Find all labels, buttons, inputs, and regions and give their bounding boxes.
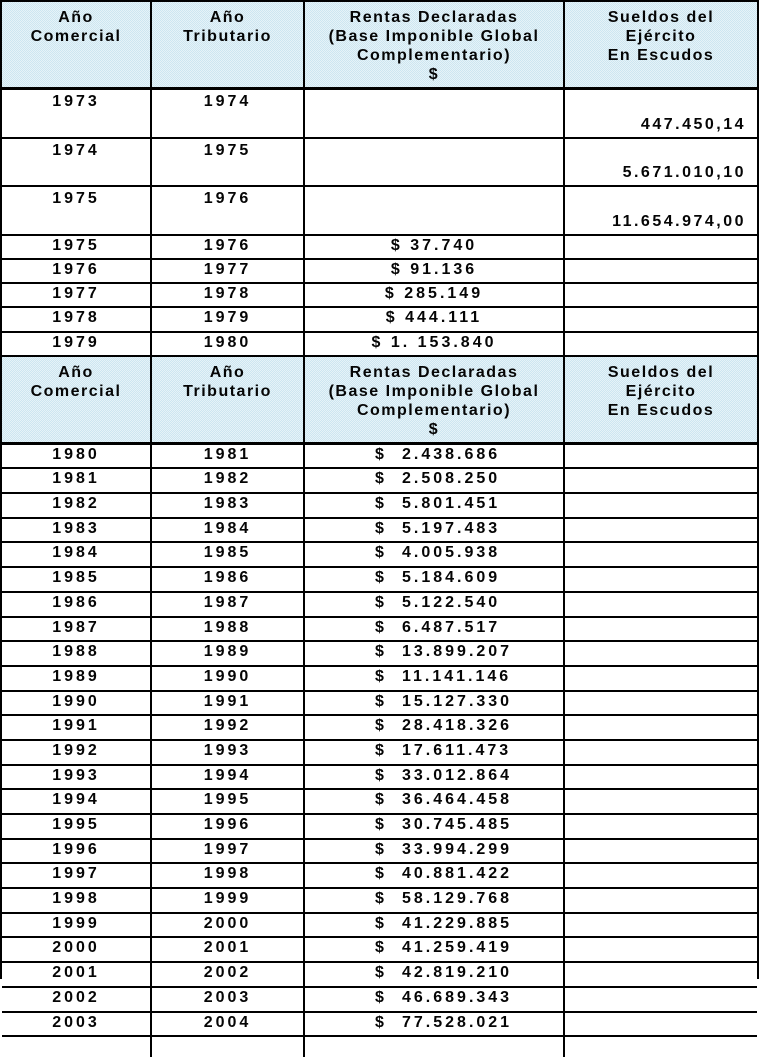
cell-rentas [305,568,565,591]
currency-symbol: $ [375,988,387,1006]
header-line: $ [428,66,440,83]
cell-ano-comercial: 1998 [2,889,152,912]
rentas-amount: 46.689.343 [402,988,513,1006]
table-row [2,815,757,840]
cell-ano-tributario: 1994 [152,766,305,789]
currency-symbol: $ [375,470,387,488]
table-row [2,333,757,357]
cell-sueldos [565,692,757,715]
rentas-value [305,914,563,935]
cell-ano-tributario: 1995 [152,790,305,813]
rentas-amount: 11.141.146 [402,667,512,685]
cell-rentas [305,864,565,887]
table-header-middle [2,357,757,445]
cell-ano-tributario: 1979 [152,308,305,330]
table-row [2,938,757,963]
cell-ano-tributario: 1999 [152,889,305,912]
cell-sueldos [565,260,757,282]
table-row [2,642,757,667]
currency-symbol: $ [375,791,387,809]
cell-ano-comercial: 1995 [2,815,152,838]
currency-symbol: $ [375,840,387,858]
cell-sueldos [565,568,757,591]
table-row [2,889,757,914]
cell-sueldos [565,139,757,186]
cell-rentas [305,741,565,764]
cell-sueldos [565,593,757,616]
cell-ano-comercial: 1978 [2,308,152,330]
table-row [2,236,757,260]
sueldos-amount: 5.671.010,10 [622,164,746,182]
cell-rentas [305,519,565,542]
cell-sueldos [565,1013,757,1036]
cell-ano-comercial: 1994 [2,790,152,813]
cell-ano-comercial: 1985 [2,568,152,591]
header-ano-tributario [152,357,305,442]
rentas-value [305,840,563,861]
table-row [2,469,757,494]
currency-symbol: $ [375,939,387,957]
cell-ano-tributario: 1990 [152,667,305,690]
rentas-value [305,593,563,614]
header-line: Ejército [625,382,697,400]
rentas-value [305,938,563,959]
cell-sueldos [565,308,757,330]
table-row [2,494,757,519]
cell-ano-comercial: 1976 [2,260,152,282]
cell-rentas [305,593,565,616]
rentas-value [305,766,563,787]
cell-rentas [305,642,565,665]
rentas-amount: 5.801.451 [402,495,501,513]
cell-sueldos [565,236,757,258]
sueldos-amount: 447.450,14 [640,115,746,133]
currency-symbol: $ [375,741,387,759]
cell-ano-comercial: 1996 [2,840,152,863]
cell-rentas [305,840,565,863]
cell-ano-comercial: 1992 [2,741,152,764]
cell-ano-comercial: 1989 [2,667,152,690]
rentas-value [305,642,563,663]
cell-ano-comercial: 1986 [2,593,152,616]
cell-sueldos [565,642,757,665]
header-line: Sueldos del [607,9,715,26]
sueldos-amount: 11.654.974,00 [612,212,746,230]
cell-ano-comercial: 1981 [2,469,152,492]
table-row [2,260,757,284]
currency-symbol: $ [375,667,387,685]
cell-ano-comercial: 1991 [2,716,152,739]
cell-ano-comercial: 1984 [2,543,152,566]
rentas-amount: 77.528.021 [402,1013,513,1031]
header-line: Año [209,363,246,381]
header-line: $ [428,420,440,438]
cell-rentas [305,469,565,492]
cell-rentas [305,187,565,234]
cell-ano-comercial: 1987 [2,618,152,641]
cell-sueldos [565,716,757,739]
rentas-amount: 42.819.210 [402,964,513,982]
cell-rentas [305,716,565,739]
cell-ano-comercial: 1982 [2,494,152,517]
rentas-amount: 5.122.540 [402,593,501,611]
rentas-amount: 28.418.326 [402,717,513,735]
header-line: En Escudos [607,401,715,419]
cell-ano-tributario: 1985 [152,543,305,566]
cell-ano-comercial: 1974 [2,139,152,186]
rentas-value [305,469,563,490]
table-row [2,543,757,568]
rentas-value [305,889,563,910]
table-row [2,667,757,692]
cell-ano-tributario: 1974 [152,90,305,137]
cell-rentas [305,667,565,690]
rentas-amount: 2.438.686 [402,445,501,463]
currency-symbol: $ [375,495,387,513]
currency-symbol: $ [375,865,387,883]
cell-ano-tributario: 1988 [152,618,305,641]
cell-sueldos [565,766,757,789]
cell-rentas [305,988,565,1011]
header-line: Complementario) [356,401,512,419]
cell-ano-comercial: 2001 [2,963,152,986]
cell-sueldos [565,1037,757,1057]
currency-symbol: $ [375,445,387,463]
table-row [2,284,757,308]
rentas-amount: 41.259.419 [402,939,513,957]
currency-symbol: $ [375,816,387,834]
header-ano-comercial [2,2,152,87]
cell-ano-tributario: 1992 [152,716,305,739]
table-row [2,741,757,766]
header-sueldos-ejercito [565,357,757,442]
rentas-value [305,494,563,515]
rentas-amount: 6.487.517 [402,618,501,636]
cell-rentas: $ 91.136 [305,260,565,282]
cell-rentas [305,543,565,566]
cell-rentas [305,766,565,789]
cell-ano-comercial: 1990 [2,692,152,715]
table-row [2,963,757,988]
header-line: Tributario [183,28,272,45]
cell-rentas: $ 1. 153.840 [305,333,565,355]
table-row [2,445,757,470]
header-ano-tributario [152,2,305,87]
cell-ano-comercial: 2002 [2,988,152,1011]
header-line: Sueldos del [607,363,715,381]
cell-ano-tributario: 1978 [152,284,305,306]
cell-sueldos [565,815,757,838]
cell-sueldos [565,543,757,566]
cell-ano-comercial: 2003 [2,1013,152,1036]
cell-ano-comercial: 2000 [2,938,152,961]
cell-ano-tributario: 1976 [152,236,305,258]
cell-ano-tributario: 1982 [152,469,305,492]
cell-ano-tributario [152,1037,305,1057]
cell-sueldos [565,889,757,912]
table-row [2,618,757,643]
cell-ano-comercial: 1988 [2,642,152,665]
rentas-value [305,790,563,811]
table-row [2,766,757,791]
cell-ano-tributario: 1986 [152,568,305,591]
table-row [2,139,757,188]
cell-sueldos [565,618,757,641]
rentas-amount: 30.745.485 [402,816,513,834]
currency-symbol: $ [375,593,387,611]
cell-ano-tributario: 1981 [152,445,305,468]
cell-rentas [305,445,565,468]
cell-ano-comercial [2,1037,152,1057]
rentas-amount: 41.229.885 [402,914,513,932]
cell-ano-comercial: 1975 [2,187,152,234]
table-row [2,308,757,332]
rentas-value [305,543,563,564]
cell-rentas [305,963,565,986]
rentas-amount: 40.881.422 [402,865,513,883]
cell-sueldos [565,333,757,355]
cell-sueldos [565,963,757,986]
cell-ano-tributario: 1984 [152,519,305,542]
table-row [2,840,757,865]
cell-ano-tributario: 1989 [152,642,305,665]
cell-ano-tributario: 2002 [152,963,305,986]
rentas-value [305,618,563,639]
table-row [2,716,757,741]
cell-rentas [305,790,565,813]
table-row [2,187,757,236]
header-line: Año [58,363,94,381]
currency-symbol: $ [375,890,387,908]
currency-symbol: $ [375,717,387,735]
rentas-amount: 33.012.864 [402,766,513,784]
table-row [2,1037,757,1057]
cell-rentas: $ 285.149 [305,284,565,306]
currency-symbol: $ [375,1013,387,1031]
header-line: Ejército [625,28,697,45]
header-line: Tributario [183,382,272,400]
rentas-amount: 36.464.458 [402,791,513,809]
rentas-value [305,864,563,885]
header-line: Comercial [30,28,122,45]
table-row [2,519,757,544]
cell-ano-comercial: 1979 [2,333,152,355]
cell-ano-comercial: 1983 [2,519,152,542]
header-sueldos-ejercito [565,2,757,87]
cell-rentas [305,938,565,961]
currency-symbol: $ [375,618,387,636]
cell-sueldos [565,494,757,517]
cell-ano-tributario: 2000 [152,914,305,937]
header-line: En Escudos [607,47,715,64]
header-rentas-declaradas [305,357,565,442]
cell-rentas [305,139,565,186]
header-rentas-declaradas [305,2,565,87]
rentas-value [305,445,563,466]
cell-ano-comercial: 1977 [2,284,152,306]
table-row [2,790,757,815]
cell-ano-comercial: 1973 [2,90,152,137]
rentas-amount: 2.508.250 [402,470,501,488]
header-line: Rentas Declaradas [349,363,519,381]
cell-rentas [305,90,565,137]
cell-ano-comercial: 1993 [2,766,152,789]
currency-symbol: $ [375,519,387,537]
cell-ano-tributario: 1996 [152,815,305,838]
cell-sueldos [565,914,757,937]
cell-sueldos [565,864,757,887]
cell-rentas [305,914,565,937]
rentas-amount: 58.129.768 [402,890,513,908]
cell-rentas [305,815,565,838]
rentas-value [305,1013,563,1034]
table-row [2,1013,757,1038]
cell-ano-tributario: 1977 [152,260,305,282]
cell-rentas: $ 37.740 [305,236,565,258]
cell-sueldos [565,519,757,542]
cell-ano-tributario: 2001 [152,938,305,961]
cell-ano-tributario: 1976 [152,187,305,234]
table-row [2,90,757,139]
rentas-amount: 17.611.473 [402,741,512,759]
header-line: Año [209,9,246,26]
rentas-amount: 33.994.299 [402,840,513,858]
table-row [2,988,757,1013]
cell-sueldos [565,90,757,137]
currency-symbol: $ [375,914,387,932]
currency-symbol: $ [375,569,387,587]
cell-rentas: $ 444.111 [305,308,565,330]
table-row [2,593,757,618]
cell-ano-comercial: 1999 [2,914,152,937]
cell-rentas [305,692,565,715]
rentas-value [305,519,563,540]
table-row [2,864,757,889]
cell-sueldos [565,187,757,234]
cell-ano-tributario: 1991 [152,692,305,715]
rentas-amount: 5.184.609 [402,569,501,587]
cell-ano-tributario: 1997 [152,840,305,863]
header-line: (Base Imponible Global [328,382,540,400]
rentas-value [305,692,563,713]
cell-ano-tributario: 1975 [152,139,305,186]
cell-sueldos [565,790,757,813]
table-row [2,568,757,593]
cell-ano-comercial: 1980 [2,445,152,468]
cell-rentas [305,1037,565,1057]
cell-sueldos [565,469,757,492]
cell-ano-comercial: 1975 [2,236,152,258]
header-ano-comercial [2,357,152,442]
rentas-value [305,988,563,1009]
currency-symbol: $ [375,643,387,661]
cell-sueldos [565,938,757,961]
rentas-value [305,716,563,737]
header-line: Comercial [30,382,122,400]
cell-rentas [305,889,565,912]
cell-sueldos [565,741,757,764]
section-1973-1979 [2,90,757,357]
rentas-value [305,568,563,589]
cell-ano-tributario: 1980 [152,333,305,355]
cell-ano-tributario: 1993 [152,741,305,764]
cell-sueldos [565,988,757,1011]
header-line: Complementario) [356,47,512,64]
cell-rentas [305,1013,565,1036]
table-header-top [2,2,757,90]
cell-ano-tributario: 2003 [152,988,305,1011]
rentas-amount: 13.899.207 [402,643,513,661]
table-row [2,692,757,717]
rentas-amount: 5.197.483 [402,519,501,537]
currency-symbol: $ [375,766,387,784]
cell-sueldos [565,840,757,863]
cell-ano-tributario: 1987 [152,593,305,616]
cell-ano-tributario: 2004 [152,1013,305,1036]
rentas-value [305,741,563,762]
section-1980-2003 [2,445,757,1057]
cell-ano-tributario: 1998 [152,864,305,887]
cell-sueldos [565,284,757,306]
currency-symbol: $ [375,964,387,982]
header-line: (Base Imponible Global [328,28,540,45]
cell-rentas [305,618,565,641]
rentas-amount: 15.127.330 [402,692,513,710]
cell-sueldos [565,445,757,468]
rentas-value [305,667,563,688]
cell-ano-comercial: 1997 [2,864,152,887]
cell-ano-tributario: 1983 [152,494,305,517]
currency-symbol: $ [375,544,387,562]
rentas-value [305,815,563,836]
header-line: Año [58,9,94,26]
header-line: Rentas Declaradas [349,9,519,26]
cell-sueldos [565,667,757,690]
rentas-value [305,963,563,984]
currency-symbol: $ [375,692,387,710]
table-row [2,914,757,939]
cell-rentas [305,494,565,517]
rentas-amount: 4.005.938 [402,544,501,562]
